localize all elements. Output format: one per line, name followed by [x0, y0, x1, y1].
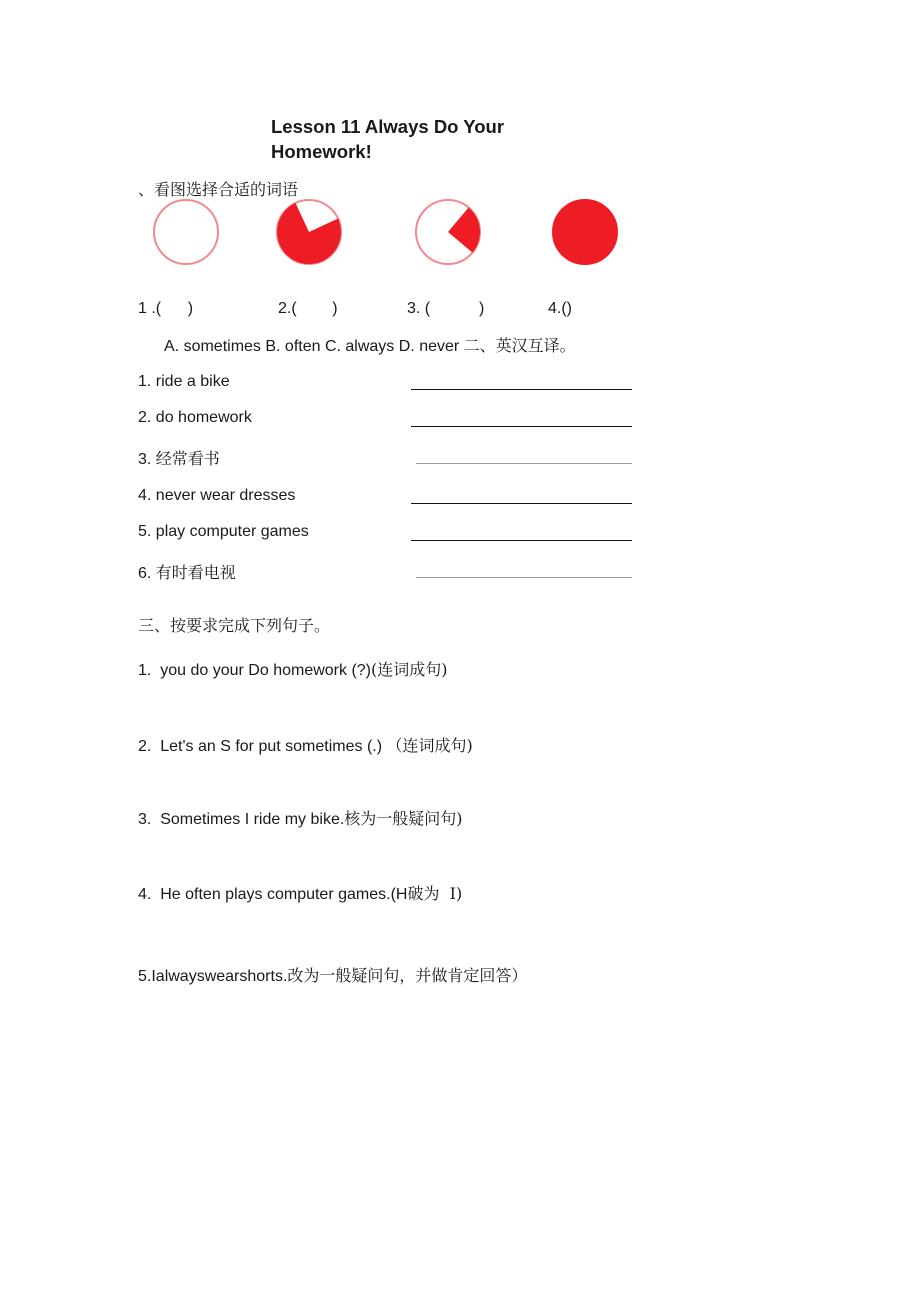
item-text: do homework [155, 409, 252, 426]
section3-heading: 三、按要求完成下列句子。 [138, 616, 331, 635]
pie-chart-often [274, 197, 344, 267]
item-text: 经常看书 [155, 449, 220, 468]
section2-heading: 二、英汉互译。 [463, 336, 576, 355]
sentence-task-4 [138, 881, 462, 904]
options-text: A. sometimes B. often C. always D. never [164, 338, 460, 355]
task-instruction: 核为一般疑问句) [344, 809, 463, 828]
section1-heading: 、看图选择合适的词语 [138, 180, 299, 199]
page-title [271, 114, 571, 164]
answer-blank-5[interactable] [411, 540, 632, 541]
task-instruction: (连词成句) [371, 660, 448, 679]
answer-blank-3[interactable] [416, 463, 632, 464]
item-number: 1. [138, 373, 152, 390]
task-instruction: 破为 I) [407, 884, 463, 903]
item-number: 6. [138, 565, 152, 582]
answer-blank-6[interactable] [416, 577, 632, 578]
answer-blank-4[interactable] [411, 503, 632, 504]
task-instruction: 改为一般疑问句，并做肯定回答） [287, 966, 528, 985]
task-text: 4. He often plays computer games.(H [138, 886, 408, 903]
pie-outline [154, 200, 218, 264]
pie-chart-sometimes [413, 197, 483, 267]
answer-label-2: 2.( ) [278, 300, 338, 317]
options-line [164, 333, 576, 356]
pie-chart-always [550, 197, 620, 267]
item-number: 2. [138, 409, 152, 426]
item-text: 有时看电视 [155, 563, 236, 582]
item-text: play computer games [155, 523, 309, 540]
task-text: 5.Ialwayswearshorts. [138, 968, 288, 985]
title-line-1: Lesson 11 Always Do Your [271, 116, 505, 137]
translate-item-1 [138, 373, 230, 391]
title-line-2: Homework! [271, 141, 372, 162]
item-number: 4. [138, 487, 152, 504]
translate-item-6 [138, 560, 236, 583]
task-instruction: （连词成句) [386, 736, 473, 755]
answer-label-1: 1 .( ) [138, 300, 194, 317]
sentence-task-3 [138, 806, 463, 829]
item-text: ride a bike [155, 373, 230, 390]
task-text: 2. Let's an S for put sometimes (.) [138, 738, 383, 755]
translate-item-2 [138, 409, 252, 427]
task-text: 3. Sometimes I ride my bike. [138, 811, 345, 828]
item-number: 5. [138, 523, 152, 540]
sentence-task-5 [138, 963, 527, 986]
answer-label-3: 3. ( ) [407, 300, 485, 317]
translate-item-4 [138, 487, 295, 505]
answer-blank-1[interactable] [411, 389, 632, 390]
translate-item-5 [138, 523, 309, 541]
translate-item-3 [138, 446, 220, 469]
item-number: 3. [138, 451, 152, 468]
task-text: 1. you do your Do homework (?) [138, 662, 371, 679]
sentence-task-2 [138, 733, 473, 756]
sentence-task-1 [138, 657, 448, 680]
answer-blank-2[interactable] [411, 426, 632, 427]
pie-outline [553, 200, 617, 264]
item-text: never wear dresses [155, 487, 296, 504]
answer-label-4: 4.() [548, 300, 572, 317]
pie-chart-never [151, 197, 221, 267]
